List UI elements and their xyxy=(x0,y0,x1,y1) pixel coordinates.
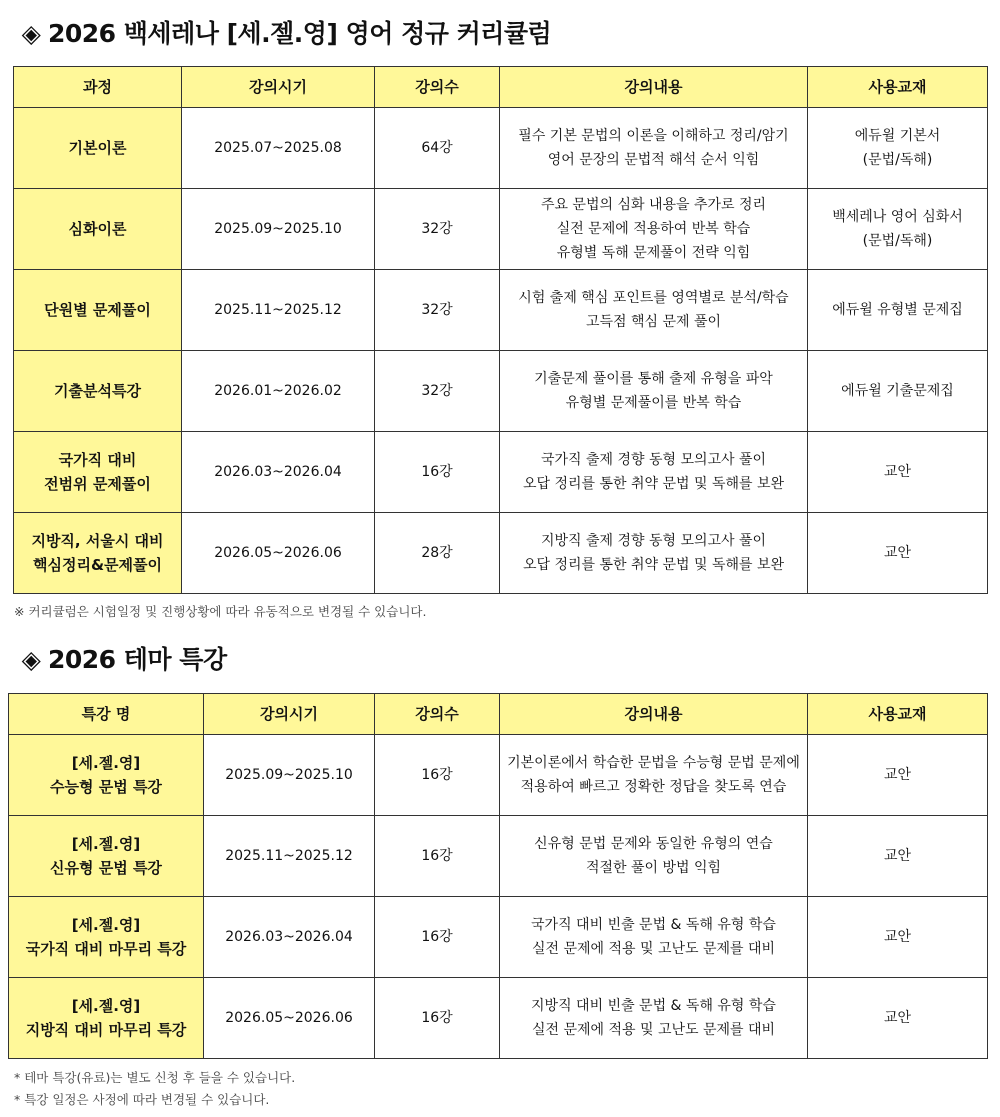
textbook-cell-line: 교안 xyxy=(883,767,912,783)
content-cell xyxy=(500,816,808,897)
content-cell-line: 필수 기본 문법의 이론을 이해하고 정리/암기 xyxy=(518,128,789,144)
table-header-row xyxy=(9,694,988,735)
content-cell-line: 적용하여 빠르고 정확한 정답을 찾도록 연습 xyxy=(520,779,787,795)
course-name-cell-line: 신유형 문법 특강 xyxy=(50,859,162,877)
content-cell xyxy=(500,735,808,816)
course-name-cell-line: 국가직 대비 xyxy=(58,451,137,469)
textbook-cell-line: (문법/독해) xyxy=(862,233,933,249)
period-cell: 2026.05~2026.06 xyxy=(204,978,375,1059)
table-row xyxy=(14,513,988,594)
course-name-cell xyxy=(9,897,204,978)
course-name-cell xyxy=(14,351,182,432)
table-row xyxy=(14,351,988,432)
period-cell: 2025.11~2025.12 xyxy=(204,816,375,897)
content-cell xyxy=(500,897,808,978)
content-cell xyxy=(500,189,808,270)
lecture-count-cell: 28강 xyxy=(375,513,500,594)
period-cell: 2025.09~2025.10 xyxy=(204,735,375,816)
header-period: 강의시기 xyxy=(204,694,375,735)
lecture-count-cell: 16강 xyxy=(375,978,500,1059)
textbook-cell xyxy=(808,978,988,1059)
textbook-cell-line: 교안 xyxy=(883,1010,912,1026)
header-content: 강의내용 xyxy=(500,67,808,108)
content-cell-line: 주요 문법의 심화 내용을 추가로 정리 xyxy=(540,197,767,213)
content-cell xyxy=(500,513,808,594)
textbook-cell xyxy=(808,189,988,270)
content-cell xyxy=(500,432,808,513)
textbook-cell-line: 교안 xyxy=(883,848,912,864)
content-cell-line: 오답 정리를 통한 취약 문법 및 독해를 보완 xyxy=(522,557,785,573)
course-name-cell xyxy=(14,270,182,351)
textbook-cell-line: 교안 xyxy=(883,464,912,480)
textbook-cell xyxy=(808,897,988,978)
table-row xyxy=(14,108,988,189)
lecture-count-cell: 32강 xyxy=(375,189,500,270)
content-cell-line: 국가직 출제 경향 동형 모의고사 풀이 xyxy=(540,452,767,468)
period-cell: 2025.11~2025.12 xyxy=(182,270,375,351)
content-cell-line: 영어 문장의 문법적 해석 순서 익힘 xyxy=(547,152,760,168)
lecture-count-cell: 32강 xyxy=(375,270,500,351)
lecture-count-cell: 64강 xyxy=(375,108,500,189)
table-row xyxy=(14,432,988,513)
content-cell xyxy=(500,351,808,432)
textbook-cell-line: 백세레나 영어 심화서 xyxy=(832,209,963,225)
table-row xyxy=(9,735,988,816)
lecture-count-cell: 16강 xyxy=(375,735,500,816)
content-cell-line: 적절한 풀이 방법 익힘 xyxy=(585,860,722,876)
table-row xyxy=(14,270,988,351)
theme-lecture-table xyxy=(8,693,988,1059)
textbook-cell xyxy=(808,108,988,189)
theme-note-2: * 특강 일정은 사정에 따라 변경될 수 있습니다. xyxy=(14,1092,270,1107)
content-cell-line: 오답 정리를 통한 취약 문법 및 독해를 보완 xyxy=(522,476,785,492)
curriculum-title-text: 2026 백세레나 [세.젤.영] 영어 정규 커리큘럼 xyxy=(48,19,552,48)
course-name-cell-line: 국가직 대비 마무리 특강 xyxy=(25,940,187,958)
course-name-cell-line: 핵심정리&문제풀이 xyxy=(32,556,162,574)
period-cell: 2025.07~2025.08 xyxy=(182,108,375,189)
table-row xyxy=(14,189,988,270)
textbook-cell xyxy=(808,270,988,351)
course-name-cell-line: [세.젤.영] xyxy=(71,997,141,1015)
course-name-cell-line: 기본이론 xyxy=(68,139,127,157)
period-cell: 2026.03~2026.04 xyxy=(204,897,375,978)
course-name-cell xyxy=(14,513,182,594)
content-cell-line: 지방직 출제 경향 동형 모의고사 풀이 xyxy=(540,533,767,549)
diamond-icon: ◈ xyxy=(21,19,41,48)
textbook-cell-line: 교안 xyxy=(883,929,912,945)
textbook-cell-line: 에듀윌 기출문제집 xyxy=(841,383,954,399)
header-period: 강의시기 xyxy=(182,67,375,108)
period-cell: 2026.01~2026.02 xyxy=(182,351,375,432)
course-name-cell xyxy=(14,108,182,189)
course-name-cell xyxy=(9,816,204,897)
period-cell: 2025.09~2025.10 xyxy=(182,189,375,270)
lecture-count-cell: 16강 xyxy=(375,897,500,978)
content-cell-line: 실전 문제에 적용하여 반복 학습 xyxy=(556,221,751,237)
lecture-count-cell: 16강 xyxy=(375,816,500,897)
content-cell-line: 기출문제 풀이를 통해 출제 유형을 파악 xyxy=(534,371,773,387)
header-book: 사용교재 xyxy=(808,694,988,735)
period-cell: 2026.05~2026.06 xyxy=(182,513,375,594)
content-cell-line: 유형별 독해 문제풀이 전략 익힘 xyxy=(556,245,751,261)
textbook-cell-line: 에듀윌 유형별 문제집 xyxy=(832,302,963,318)
course-name-cell xyxy=(14,189,182,270)
course-name-cell-line: 단원별 문제풀이 xyxy=(44,301,151,319)
content-cell-line: 유형별 문제풀이를 반복 학습 xyxy=(565,395,742,411)
course-name-cell-line: 지방직, 서울시 대비 xyxy=(31,532,164,550)
diamond-icon: ◈ xyxy=(21,645,41,674)
content-cell-line: 실전 문제에 적용 및 고난도 문제를 대비 xyxy=(531,1022,776,1038)
course-name-cell-line: 심화이론 xyxy=(68,220,127,238)
textbook-cell-line: 교안 xyxy=(883,545,912,561)
course-name-cell-line: [세.젤.영] xyxy=(71,916,141,934)
curriculum-title xyxy=(20,14,551,50)
curriculum-table xyxy=(13,66,988,594)
textbook-cell xyxy=(808,351,988,432)
content-cell-line: 국가직 대비 빈출 문법 & 독해 유형 학습 xyxy=(531,917,776,933)
theme-lecture-title xyxy=(20,640,227,676)
header-count: 강의수 xyxy=(375,694,500,735)
course-name-cell-line: 수능형 문법 특강 xyxy=(50,778,162,796)
table-row xyxy=(9,816,988,897)
lecture-count-cell: 32강 xyxy=(375,351,500,432)
textbook-cell xyxy=(808,735,988,816)
course-name-cell xyxy=(14,432,182,513)
curriculum-note: ※ 커리큘럼은 시험일정 및 진행상황에 따라 유동적으로 변경될 수 있습니다. xyxy=(14,604,427,619)
header-book: 사용교재 xyxy=(808,67,988,108)
content-cell xyxy=(500,108,808,189)
content-cell xyxy=(500,270,808,351)
header-content: 강의내용 xyxy=(500,694,808,735)
content-cell-line: 실전 문제에 적용 및 고난도 문제를 대비 xyxy=(531,941,776,957)
course-name-cell-line: [세.젤.영] xyxy=(71,835,141,853)
content-cell-line: 신유형 문법 문제와 동일한 유형의 연습 xyxy=(534,836,773,852)
course-name-cell-line: 기출분석특강 xyxy=(54,382,141,400)
header-lecture-name: 특강 명 xyxy=(9,694,204,735)
course-name-cell xyxy=(9,735,204,816)
header-count: 강의수 xyxy=(375,67,500,108)
header-course: 과정 xyxy=(14,67,182,108)
course-name-cell-line: 전범위 문제풀이 xyxy=(44,475,151,493)
textbook-cell xyxy=(808,816,988,897)
content-cell-line: 지방직 대비 빈출 문법 & 독해 유형 학습 xyxy=(531,998,776,1014)
theme-lecture-title-text: 2026 테마 특강 xyxy=(48,645,227,674)
table-row xyxy=(9,978,988,1059)
course-name-cell-line: 지방직 대비 마무리 특강 xyxy=(25,1021,187,1039)
table-row xyxy=(9,897,988,978)
lecture-count-cell: 16강 xyxy=(375,432,500,513)
content-cell-line: 시험 출제 핵심 포인트를 영역별로 분석/학습 xyxy=(518,290,789,306)
period-cell: 2026.03~2026.04 xyxy=(182,432,375,513)
textbook-cell xyxy=(808,513,988,594)
textbook-cell-line: (문법/독해) xyxy=(862,152,933,168)
table-header-row xyxy=(14,67,988,108)
course-name-cell-line: [세.젤.영] xyxy=(71,754,141,772)
textbook-cell-line: 에듀윌 기본서 xyxy=(854,128,941,144)
textbook-cell xyxy=(808,432,988,513)
course-name-cell xyxy=(9,978,204,1059)
theme-note-1: * 테마 특강(유료)는 별도 신청 후 들을 수 있습니다. xyxy=(14,1070,296,1085)
content-cell xyxy=(500,978,808,1059)
content-cell-line: 고득점 핵심 문제 풀이 xyxy=(585,314,722,330)
content-cell-line: 기본이론에서 학습한 문법을 수능형 문법 문제에 xyxy=(507,755,800,771)
